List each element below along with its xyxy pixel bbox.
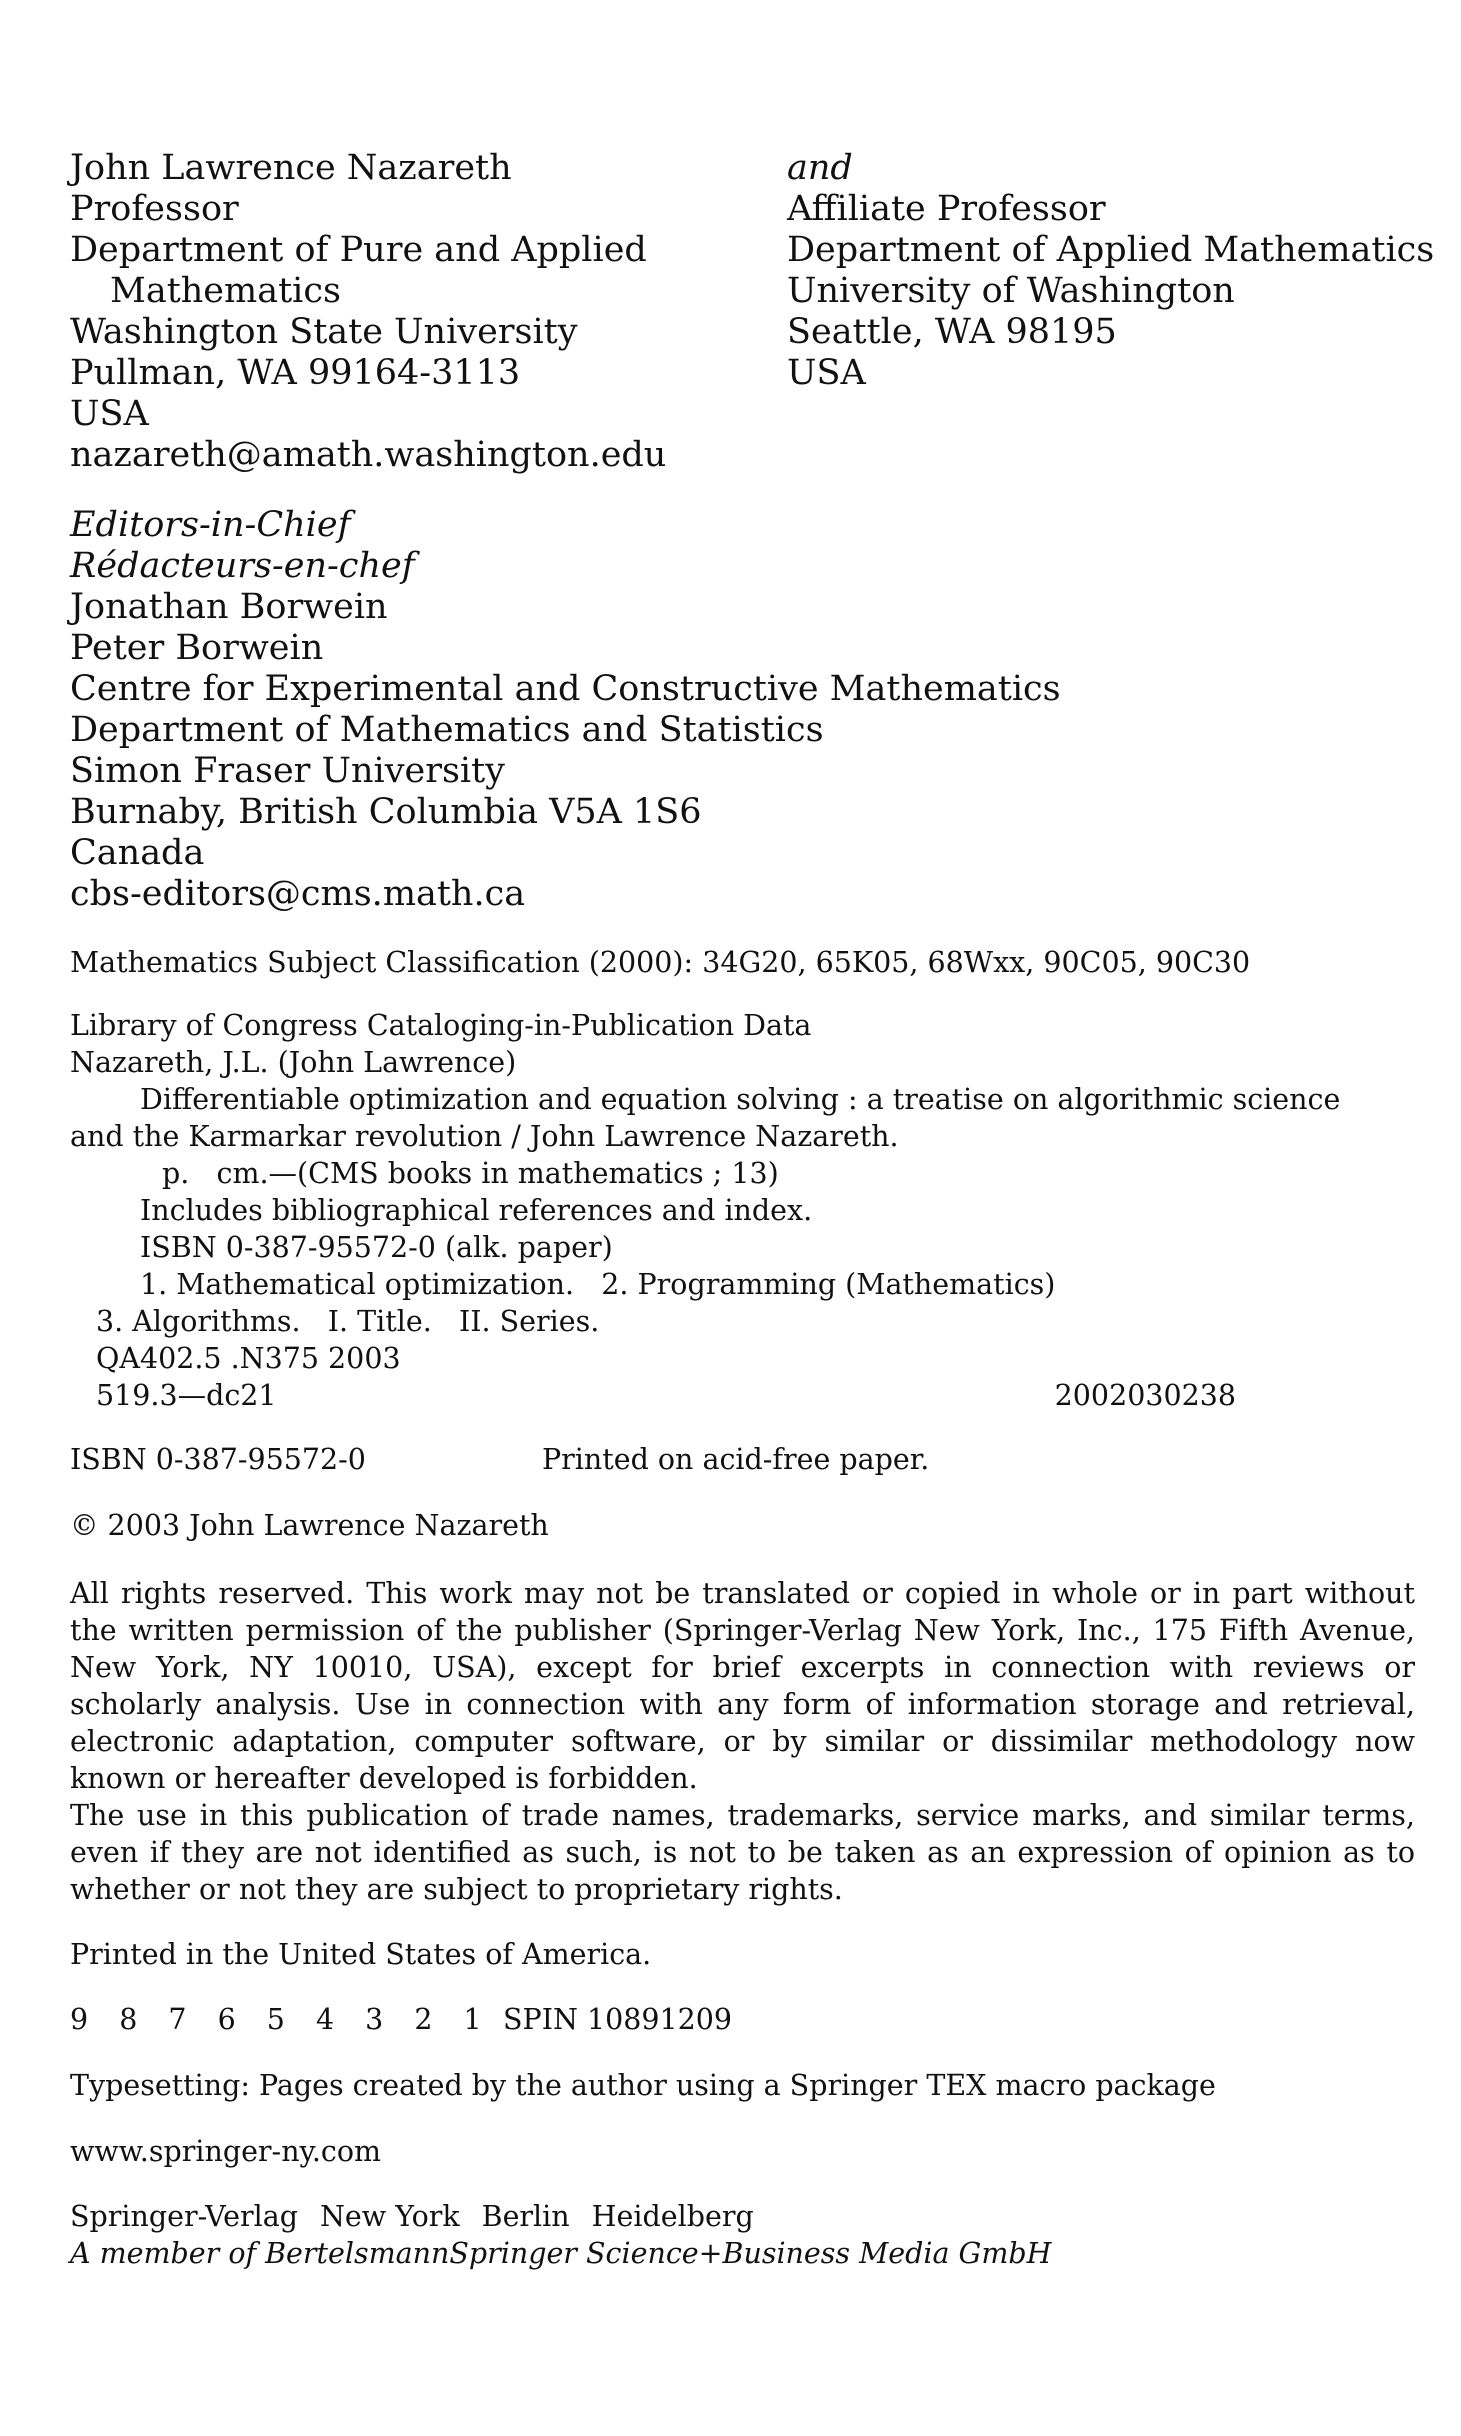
editors-centre: Centre for Experimental and Constructive Mathematics [70,669,1061,709]
author-name: John Lawrence Nazareth [70,148,512,188]
cip-dewey: 519.3—dc21 [96,1379,277,1412]
cip-author: Nazareth, J.L. (John Lawrence) [70,1046,517,1079]
website-url: www.springer-ny.com [70,2135,382,2168]
cip-references: Includes bibliographical references and index. [140,1194,813,1227]
author-email: nazareth@amath.washington.edu [70,435,667,475]
editors-block [70,505,1061,915]
editors-university: Simon Fraser University [70,751,505,791]
author-department-cont: Mathematics [110,271,341,311]
cip-subjects-1: 1. Mathematical optimization. 2. Programming (Mathematics) [140,1268,1056,1301]
spin-number: SPIN 10891209 [503,2003,733,2036]
subject-classification: Mathematics Subject Classification (2000): 34G20, 65K05, 68Wxx, 90C05, 90C30 [70,946,1251,979]
editor-name: Jonathan Borwein [70,587,388,627]
cip-isbn: ISBN 0-387-95572-0 (alk. paper) [140,1231,613,1264]
editors-heading-fr: Rédacteurs-en-chef [70,546,415,586]
editors-heading-en: Editors-in-Chief [70,505,351,545]
printed-in: Printed in the United States of America. [70,1938,652,1971]
affiliate-country: USA [787,353,866,393]
publisher-city: Berlin [481,2200,570,2233]
affiliate-title: Affiliate Professor [787,189,1106,229]
editors-country: Canada [70,833,205,873]
cip-pages: p. cm.—(CMS books in mathematics ; 13) [162,1157,779,1190]
author-city: Pullman, WA 99164-3113 [70,353,521,393]
cip-title-line1: Differentiable optimization and equation solving : a treatise on algorithmic science [140,1083,1341,1116]
typesetting-note: Typesetting: Pages created by the author using a Springer TEX macro package [70,2069,1216,2102]
editors-department: Department of Mathematics and Statistics [70,710,824,750]
isbn-row [70,1441,930,1478]
author-title: Professor [70,189,239,229]
author-country: USA [70,394,149,434]
rights-paragraph: All rights reserved. This work may not be translated or copied in whole or in part without the written permission of the publisher (Springer-Verlag New York, Inc., 175 Fifth Avenue, New York, NY 10010, USA), except for brief excerpts in connection with reviews or scholarly analysis. Use in connection with any form of information storage and retrieval, electronic adaptation, computer software, or by similar or dissimilar methodology now known or hereafter developed is forbidden. [70,1577,1415,1795]
publisher-block [70,2198,1051,2272]
and-label: and [787,148,853,188]
affiliate-city: Seattle, WA 98195 [787,312,1117,352]
author-address-right [787,148,1434,394]
print-run-digits: 9 8 7 6 5 4 3 2 1 [70,2003,493,2036]
affiliate-university: University of Washington [787,271,1235,311]
cip-subjects-2: 3. Algorithms. I. Title. II. Series. [96,1305,600,1338]
author-department: Department of Pure and Applied [70,230,647,270]
author-university: Washington State University [70,312,578,352]
cip-dewey-row [70,1377,1236,1414]
author-address-left [70,148,666,476]
cip-heading: Library of Congress Cataloging-in-Publication Data [70,1009,812,1042]
print-run-row [70,2001,733,2038]
cip-lccn: 2002030238 [1054,1379,1236,1412]
publisher-city: Heidelberg [591,2200,754,2233]
acid-free-note: Printed on acid-free paper. [542,1443,930,1476]
cip-data [70,1007,1415,1414]
publisher-city: New York [319,2200,460,2233]
editors-city: Burnaby, British Columbia V5A 1S6 [70,792,702,832]
cip-title-line2: and the Karmarkar revolution / John Lawrence Nazareth. [70,1120,899,1153]
editor-name: Peter Borwein [70,628,324,668]
isbn: ISBN 0-387-95572-0 [70,1443,366,1476]
affiliate-department: Department of Applied Mathematics [787,230,1435,270]
publisher-name: Springer-Verlag [70,2200,298,2233]
publisher-member: A member of BertelsmannSpringer Science+Business Media GmbH [70,2237,1052,2270]
copyright-notice: © 2003 John Lawrence Nazareth [70,1509,549,1542]
rights-statement [70,1575,1415,1908]
trademark-paragraph: The use in this publication of trade names, trademarks, service marks, and similar terms, even if they are not identified as such, is not to be taken as an expression of opinion as to whether or not they are subject to proprietary rights. [70,1799,1415,1906]
publisher-line [70,2198,1051,2235]
editors-email: cbs-editors@cms.math.ca [70,874,526,914]
cip-lc-class: QA402.5 .N375 2003 [96,1342,401,1375]
